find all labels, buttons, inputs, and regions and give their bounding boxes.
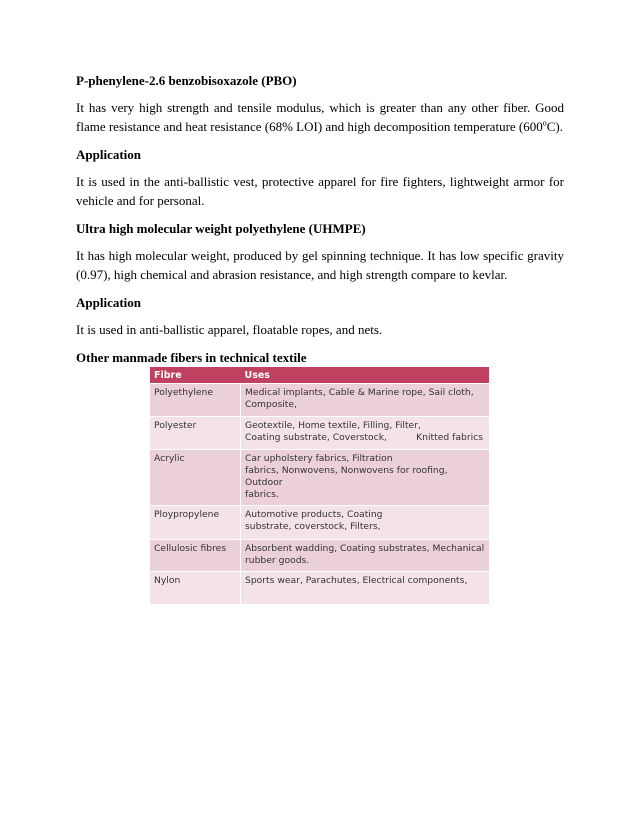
paragraph-uhmpe: It has high molecular weight, produced by gel spinning technique. It has low specific gravity (0.97), high chemical and abrasion resistance, and high strength compare to kevlar.	[76, 248, 564, 282]
table-row	[150, 450, 489, 506]
cell-fibre: Polyester	[150, 417, 241, 450]
heading-uhmpe: Ultra high molecular weight polyethylene (UHMPE)	[76, 221, 366, 236]
table-row	[150, 384, 489, 417]
cell-uses: Sports wear, Parachutes, Electrical components,	[241, 572, 490, 605]
table-header-row	[150, 367, 489, 384]
heading-application-uhmpe: Application	[76, 295, 142, 310]
paragraph-pbo: It has very high strength and tensile modulus, which is greater than any other fiber. Good flame resistance and heat resistance (68% LOI) and high decomposition temperature (600$^o$C).	[76, 100, 564, 134]
table-row	[150, 506, 489, 540]
heading-other-manmade-fibers: Other manmade fibers in technical textile	[76, 350, 307, 365]
cell-uses: Automotive products, Coating substrate, coverstock, Filters,	[241, 506, 490, 540]
heading-pbo: P-phenylene-2.6 benzobisoxazole (PBO)	[76, 73, 297, 88]
cell-fibre: Nylon	[150, 572, 241, 605]
table-row	[150, 572, 489, 605]
cell-uses: Geotextile, Home textile, Filling, Filter, Coating substrate, Coverstock, Knitted fabrics	[241, 417, 490, 450]
fibre-uses-table	[150, 367, 489, 604]
heading-application-pbo: Application	[76, 147, 142, 162]
paragraph-application-pbo: It is used in the anti-ballistic vest, protective apparel for fire fighters, lightweight armor for vehicle and for personal.	[76, 174, 564, 208]
table-row	[150, 417, 489, 450]
header-uses: Uses	[241, 367, 490, 384]
cell-uses: Absorbent wadding, Coating substrates, Mechanical rubber goods.	[241, 540, 490, 572]
cell-fibre: Ploypropylene	[150, 506, 241, 540]
paragraph-application-uhmpe: It is used in anti-ballistic apparel, floatable ropes, and nets.	[76, 322, 383, 337]
cell-fibre: Polyethylene	[150, 384, 241, 417]
cell-uses: Car upholstery fabrics, Filtration fabrics, Nonwovens, Nonwovens for roofing, Outdoor fabrics.	[241, 450, 490, 506]
cell-fibre: Cellulosic fibres	[150, 540, 241, 572]
document-body	[76, 72, 564, 366]
degree-superscript: o	[542, 118, 547, 128]
cell-fibre: Acrylic	[150, 450, 241, 506]
table-row	[150, 540, 489, 572]
header-fibre: Fibre	[150, 367, 241, 384]
cell-uses: Medical implants, Cable & Marine rope, Sail cloth, Composite,	[241, 384, 490, 417]
